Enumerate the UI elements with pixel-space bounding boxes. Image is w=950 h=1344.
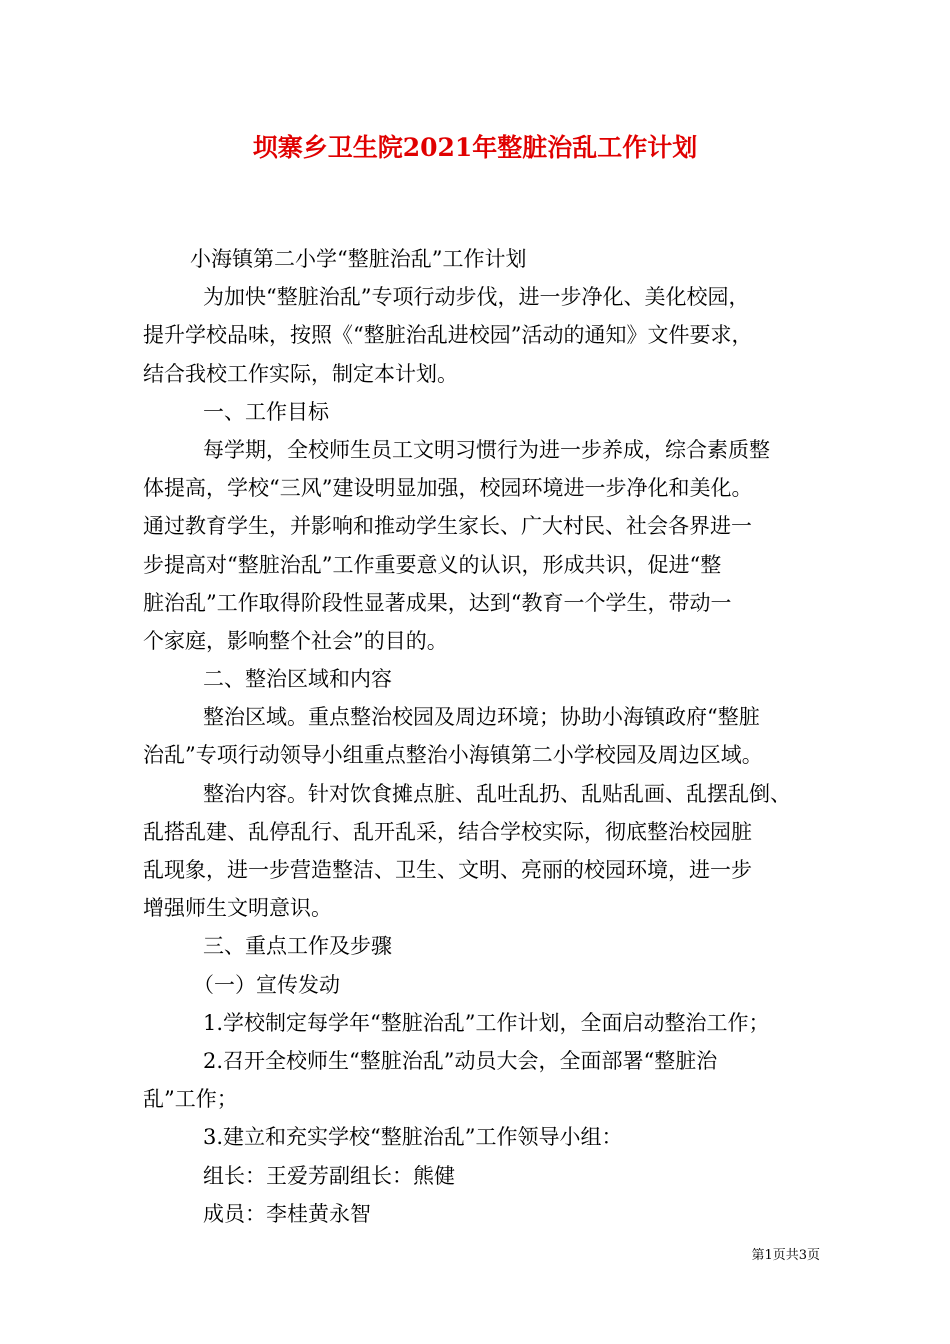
paragraph-line: 整治内容。针对饮食摊点脏、乱吐乱扔、乱贴乱画、乱摆乱倒、 [203, 781, 791, 806]
paragraph-line: 每学期，全校师生员工文明习惯行为进一步养成，综合素质整 [203, 437, 770, 462]
paragraph-line: 体提高，学校“三风”建设明显加强，校园环境进一步净化和美化。 [143, 476, 753, 501]
paragraph-line: 乱现象，进一步营造整洁、卫生、文明、亮丽的校园环境，进一步 [143, 858, 752, 882]
paragraph-line: 为加快“整脏治乱”专项行动步伐，进一步净化、美化校园， [203, 285, 750, 310]
subtitle-line: 小海镇第二小学“整脏治乱”工作计划 [190, 247, 527, 271]
page-number: 第1页共3页 [751, 1248, 820, 1263]
section-heading: 二、整治区域和内容 [203, 667, 392, 692]
document-title: 坝寨乡卫生院2021年整脏治乱工作计划 [252, 133, 698, 162]
list-item: 3.建立和充实学校“整脏治乱”工作领导小组： [203, 1125, 623, 1150]
paragraph-line: 步提高对“整脏治乱”工作重要意义的认识，形成共识，促进“整 [143, 552, 722, 577]
list-item: 2.召开全校师生“整脏治乱”动员大会，全面部署“整脏治 [203, 1048, 718, 1073]
list-item: 1.学校制定每学年“整脏治乱”工作计划，全面启动整治工作； [203, 1010, 770, 1035]
paragraph-line: 提升学校品味，按照《“整脏治乱进校园”活动的通知》文件要求， [143, 323, 753, 348]
paragraph-line: 个家庭，影响整个社会”的目的。 [143, 628, 448, 653]
list-item-continuation: 乱”工作； [143, 1087, 238, 1112]
paragraph-line: 组长：王爱芳副组长：熊健 [203, 1163, 455, 1188]
paragraph-line: 脏治乱”工作取得阶段性显著成果，达到“教育一个学生，带动一 [143, 590, 732, 615]
section-heading: 一、工作目标 [203, 399, 329, 424]
paragraph-line: 整治区域。重点整治校园及周边环境；协助小海镇政府“整脏 [203, 705, 760, 730]
section-heading: 三、重点工作及步骤 [203, 934, 392, 959]
subsection-heading: （一）宣传发动 [193, 972, 340, 997]
paragraph-line: 增强师生文明意识。 [143, 896, 332, 921]
paragraph-line: 通过教育学生，并影响和推动学生家长、广大村民、社会各界进一 [143, 514, 752, 539]
paragraph-line: 乱搭乱建、乱停乱行、乱开乱采，结合学校实际，彻底整治校园脏 [143, 819, 752, 844]
paragraph-line: 治乱”专项行动领导小组重点整治小海镇第二小学校园及周边区域。 [143, 743, 763, 768]
document-body [143, 240, 833, 1233]
paragraph-line: 结合我校工作实际，制定本计划。 [143, 361, 458, 386]
paragraph-line: 成员：李桂黄永智 [203, 1201, 371, 1226]
